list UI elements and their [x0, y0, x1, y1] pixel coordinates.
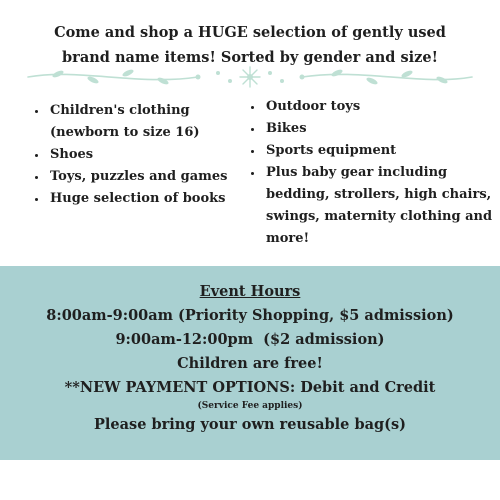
list-item: • Sports equipment: [264, 140, 496, 162]
list-item: • Plus baby gear including bedding, strollers, high chairs, swings, maternity clothing and more!: [264, 162, 496, 250]
payment-options: **NEW PAYMENT OPTIONS: Debit and Credit: [64, 379, 436, 396]
decorative-vine-divider: [18, 64, 482, 90]
right-item-list: [248, 96, 496, 250]
list-item: • Huge selection of books: [48, 188, 254, 210]
headline-line-2: brand name items! Sorted by gender and size!: [62, 49, 438, 66]
left-item-list: [32, 100, 254, 210]
list-item: • Outdoor toys: [264, 96, 496, 118]
general-hours: 9:00am-12:00pm ($2 admission): [115, 331, 385, 348]
list-item: • Children's clothing (newborn to size 16): [48, 100, 254, 144]
event-hours-title: Event Hours: [199, 283, 301, 300]
reusable-bag-note: Please bring your own reusable bag(s): [94, 416, 406, 433]
service-fee-note: (Service Fee applies): [197, 401, 303, 411]
headline-line-1: Come and shop a HUGE selection of gently used: [54, 24, 446, 41]
list-item: • Toys, puzzles and games: [48, 166, 254, 188]
event-hours-panel: [0, 266, 500, 460]
headline: [0, 20, 500, 70]
priority-hours: 8:00am-9:00am (Priority Shopping, $5 admission): [46, 307, 454, 324]
list-item: • Shoes: [48, 144, 254, 166]
children-free-note: Children are free!: [177, 355, 323, 372]
list-item: • Bikes: [264, 118, 496, 140]
